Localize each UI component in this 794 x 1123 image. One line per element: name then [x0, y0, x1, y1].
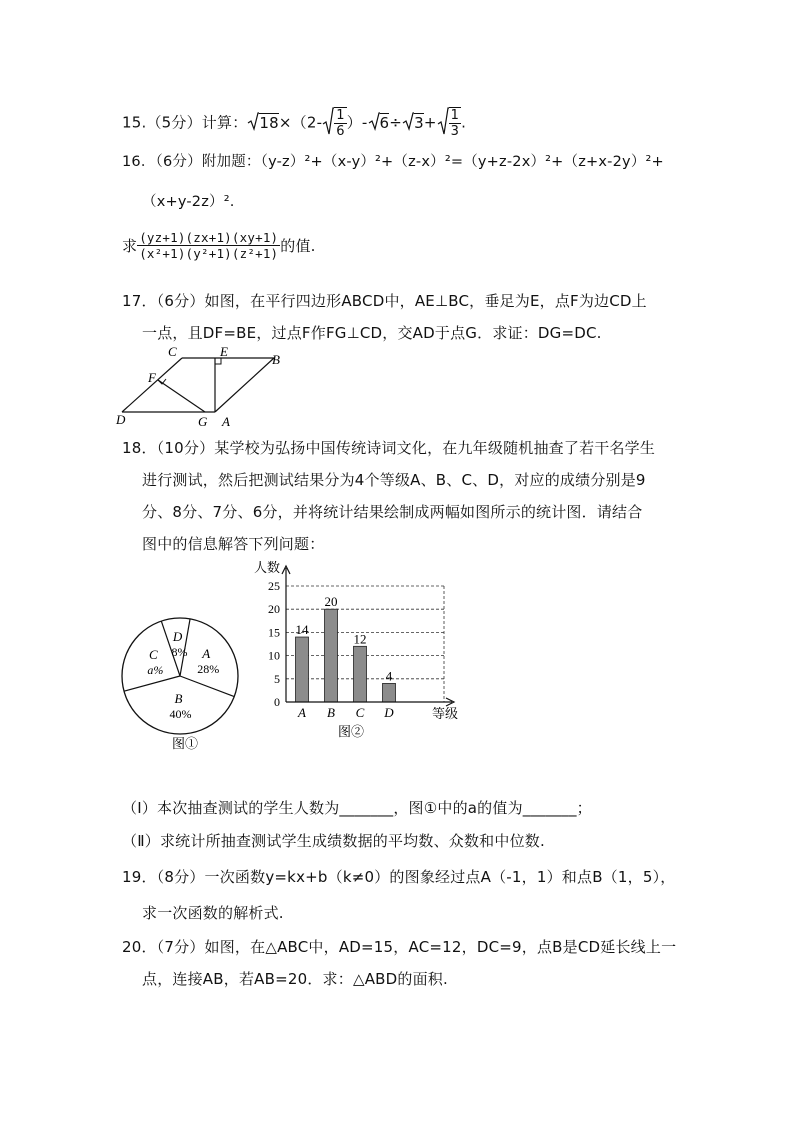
q15-radicand-18: 18 [259, 113, 279, 132]
edge-CD [122, 358, 182, 412]
y-tick-15: 15 [268, 625, 280, 640]
bar-value-A: 14 [295, 622, 309, 638]
x-tick-B: B [327, 705, 335, 720]
q15-div: ÷ [389, 113, 403, 132]
bar-B [325, 609, 338, 702]
q20-line1: 20．（7分）如图，在△ABC中，AD=15，AC=12，DC=9，点B是CD延长线上一 [122, 938, 677, 956]
bar-A [296, 637, 309, 702]
q19-line2: 求一次函数的解析式. [142, 904, 284, 922]
q16-ask-post: 的值. [280, 237, 316, 255]
q16-line2: （x+y-2z）². [142, 194, 235, 210]
bar-chart [250, 560, 480, 740]
y-tick-0: 0 [274, 695, 280, 709]
sqrt-symbol [368, 111, 380, 135]
y-axis-label: 人数 [254, 560, 281, 575]
q18-line1: 18．（10分）某学校为弘扬中国传统诗词文化，在九年级随机抽查了若干名学生 [122, 439, 656, 457]
q15-radicand-3: 3 [414, 113, 424, 132]
y-tick-10: 10 [268, 648, 280, 663]
q16-ask-pre: 求 [122, 237, 138, 255]
pie-pct-A: 28% [197, 662, 220, 677]
sqrt-symbol [437, 106, 449, 140]
label-F: F [148, 370, 156, 385]
q15-frac-1-3: $\frac{1}{3}$ [450, 108, 460, 139]
q18-line2: 进行测试，然后把测试结果分为4个等级A、B、C、D，对应的成绩分别是9 [142, 471, 646, 489]
x-tick-C: C [355, 705, 365, 720]
parallelogram-figure [112, 344, 312, 426]
bar-caption: 图② [338, 724, 365, 739]
q16-numerator: (yz+1)(zx+1)(xy+1) [139, 230, 279, 245]
label-C: C [168, 344, 177, 359]
q15-radicand-6: 6 [379, 113, 390, 132]
x-axis-label: 等级 [432, 706, 459, 721]
q15-plus: + [423, 113, 437, 132]
pie-chart [114, 608, 254, 758]
pie-pct-C: a% [147, 662, 164, 677]
bar-C [354, 646, 367, 702]
q16-denominator: (x²+1)(y²+1)(z²+1) [139, 246, 279, 261]
y-tick-5: 5 [274, 671, 280, 686]
bar-D [383, 683, 396, 702]
sqrt-symbol [322, 106, 334, 140]
label-A: A [222, 414, 230, 426]
q15-frac-1-6: $\frac{1}{6}$ [336, 108, 345, 139]
bar-value-D: 4 [385, 668, 393, 684]
pie-label-D: D [172, 629, 183, 645]
q17-line2: 一点，且DF=BE，过点F作FG⊥CD，交AD于点G．求证：DG=DC. [142, 324, 602, 342]
right-angle-F [158, 379, 166, 384]
q18-line3: 分、8分、7分、6分，并将统计结果绘制成两幅如图所示的统计图．请结合 [142, 503, 643, 521]
q17-line1: 17．（6分）如图，在平行四边形ABCD中，AE⊥BC，垂足为E，点F为边CD上 [122, 292, 647, 310]
bar-value-C: 12 [353, 631, 367, 647]
q15-close: ）- [346, 113, 368, 132]
q18-sub2: （Ⅱ）求统计所抽查测试学生成绩数据的平均数、众数和中位数. [122, 832, 545, 850]
label-B: B [272, 352, 280, 367]
label-E: E [220, 344, 228, 359]
q20-line2: 点，连接AB，若AB=20．求：△ABD的面积. [142, 970, 448, 988]
x-tick-A: A [298, 705, 306, 720]
q16-ask [122, 230, 316, 261]
label-D: D [116, 412, 126, 426]
q15-times: ×（2- [278, 113, 323, 132]
q19-line1: 19．（8分）一次函数y=kx+b（k≠0）的图象经过点A（-1，1）和点B（1，5）， [122, 868, 676, 886]
pie-label-B: B [174, 691, 183, 707]
sqrt-symbol [402, 111, 414, 135]
pie-label-C: C [149, 646, 158, 662]
label-G: G [198, 414, 208, 426]
y-tick-25: 25 [268, 579, 280, 593]
q15-end: . [461, 113, 467, 132]
q15-line [122, 106, 466, 140]
q18-line4: 图中的信息解答下列问题： [142, 535, 325, 553]
pie-label-A: A [202, 646, 211, 662]
segment-FG [158, 380, 205, 412]
q16-fraction [137, 230, 280, 261]
q18-sub1: （Ⅰ）本次抽查测试的学生人数为_______，图①中的a的值为_______； [122, 799, 592, 817]
bar-value-B: 20 [324, 594, 338, 610]
edge-BA [215, 358, 274, 412]
pie-pct-B: 40% [169, 707, 192, 722]
q16-line1: 16．（6分）附加题：（y-z）²+（x-y）²+（z-x）²=（y+z-2x）²+（z+x-2y）²+ [122, 154, 664, 170]
sqrt-symbol [247, 111, 259, 135]
pie-pct-D: 8% [171, 645, 188, 660]
x-tick-D: D [384, 705, 394, 720]
pie-caption: 图① [172, 736, 199, 751]
y-tick-20: 20 [268, 602, 280, 617]
q15-head: 15.（5分）计算： [122, 113, 248, 132]
